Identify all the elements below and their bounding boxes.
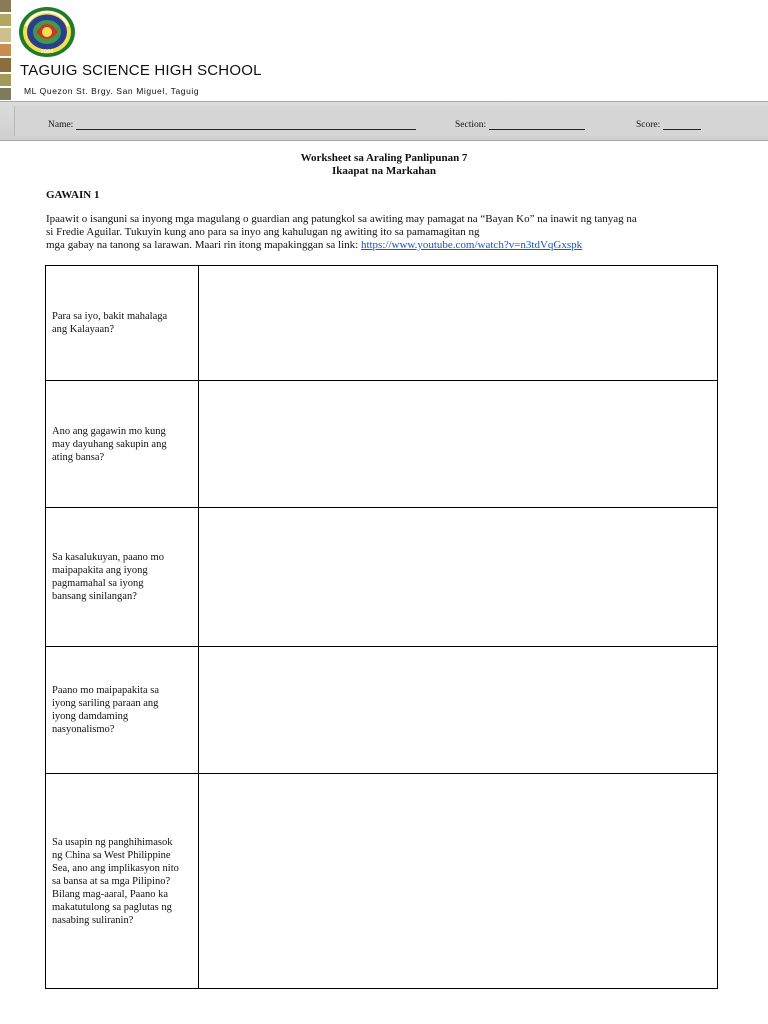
table-row xyxy=(46,508,718,647)
question-text: Sa usapin ng panghihimasok ng China sa West Philippine Sea, ano ang implikasyon nito sa bansa at sa mga Pilipino? Bilang mag-aaral, Paano ka makatutulong sa paglutas ng nasabing suliranin? xyxy=(52,836,179,926)
table-row xyxy=(46,774,718,989)
activity-heading: GAWAIN 1 xyxy=(46,189,100,201)
svg-text:2004: 2004 xyxy=(40,49,54,55)
school-seal-icon xyxy=(18,6,76,58)
question-text: Ano ang gagawin mo kung may dayuhang sakupin ang ating bansa? xyxy=(52,425,167,463)
question-text: Para sa iyo, bakit mahalaga ang Kalayaan? xyxy=(52,311,168,335)
table-row xyxy=(46,266,718,381)
school-name: TAGUIG SCIENCE HIGH SCHOOL xyxy=(20,62,262,79)
question-text: Sa kasalukuyan, paano mo maipapakita ang iyong pagmamahal sa iyong bansang sinilangan? xyxy=(52,552,164,602)
worksheet-subtitle: Ikaapat na Markahan xyxy=(332,165,436,177)
section-blank[interactable] xyxy=(489,120,585,130)
question-cell xyxy=(46,508,199,647)
table-row xyxy=(46,647,718,774)
section-field[interactable] xyxy=(455,120,585,130)
instruction-line-1: Ipaawit o isanguni sa inyong mga magulang o guardian ang patungkol sa awiting may pamagat na “Bayan Ko” na inawit ng tanyag na xyxy=(46,213,637,225)
question-text: Paano mo maipapakita sa iyong sariling paraan ang iyong damdaming nasyonalismo? xyxy=(52,685,160,735)
score-field[interactable] xyxy=(636,120,701,130)
youtube-link[interactable]: https://www.youtube.com/watch?v=n3tdVqGxspk xyxy=(360,239,583,251)
answer-cell[interactable] xyxy=(199,774,718,989)
question-cell xyxy=(46,381,199,508)
instruction-line-3: mga gabay na tanong sa larawan. Maari rin itong mapakinggan sa link: xyxy=(46,239,361,251)
score-label: Score: xyxy=(636,120,661,130)
answer-cell[interactable] xyxy=(199,266,718,381)
school-address: ML Quezon St. Brgy. San Miguel, Taguig xyxy=(24,86,200,96)
section-label: Section: xyxy=(455,120,487,130)
answer-cell[interactable] xyxy=(199,381,718,508)
worksheet-title: Worksheet sa Araling Panlipunan 7 xyxy=(300,152,468,164)
question-cell xyxy=(46,774,199,989)
name-blank[interactable] xyxy=(76,120,416,130)
activity-instructions xyxy=(46,213,726,252)
question-cell xyxy=(46,647,199,774)
score-blank[interactable] xyxy=(663,120,701,130)
answer-cell[interactable] xyxy=(199,508,718,647)
name-label: Name: xyxy=(48,120,74,130)
name-field[interactable] xyxy=(48,120,416,130)
table-row xyxy=(46,381,718,508)
question-cell xyxy=(46,266,199,381)
instruction-line-2: si Fredie Aguilar. Tukuyin kung ano para sa inyo ang kahulugan ng awiting ito sa pamamagitan ng xyxy=(46,226,480,238)
answer-cell[interactable] xyxy=(199,647,718,774)
question-table xyxy=(45,265,718,989)
